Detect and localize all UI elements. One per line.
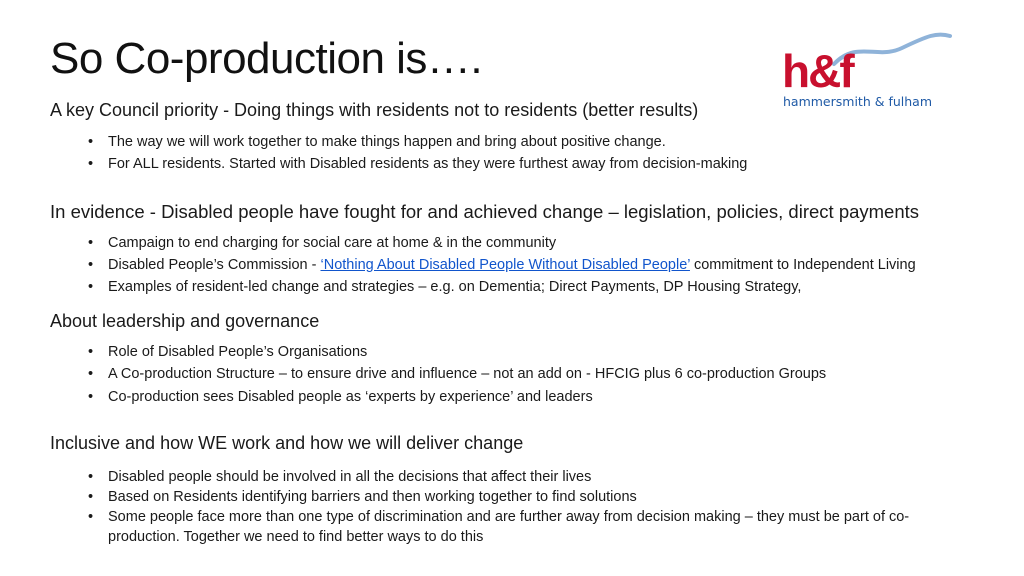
slide-title: So Co-production is…. bbox=[50, 34, 483, 83]
logo-subtitle: hammersmith & fulham bbox=[783, 94, 932, 109]
commission-link[interactable]: ‘Nothing About Disabled People Without Disabled People’ bbox=[320, 257, 690, 273]
bullet-text: commitment to Independent Living bbox=[689, 257, 916, 273]
bullet-item: • Co-production sees Disabled people as ‘experts by experience’ and leaders bbox=[50, 387, 826, 407]
bullet-item: • Examples of resident-led change and strategies – e.g. on Dementia; Direct Payments, DP Housing Strategy, bbox=[50, 277, 919, 297]
section-heading: In evidence - Disabled people have fought for and achieved change – legislation, policies, direct payments bbox=[50, 201, 920, 222]
bullet-item: • For ALL residents. Started with Disabled residents as they were furthest away from decision-making bbox=[50, 154, 747, 174]
section-evidence bbox=[50, 201, 919, 297]
bullet-item: • Based on Residents identifying barriers and then working together to find solutions bbox=[50, 487, 948, 507]
bullet-item: • Campaign to end charging for social care at home & in the community bbox=[50, 233, 919, 253]
logo-mark: h&f bbox=[782, 45, 853, 97]
bullet-item bbox=[50, 255, 919, 275]
section-leadership bbox=[50, 311, 826, 407]
bullet-item: • A Co-production Structure – to ensure drive and influence – not an add on - HFCIG plus 6 co-production Groups bbox=[50, 364, 826, 384]
section-heading: Inclusive and how WE work and how we will deliver change bbox=[50, 433, 524, 453]
bullet-item: • Role of Disabled People’s Organisations bbox=[50, 342, 826, 362]
section-inclusive bbox=[50, 433, 948, 547]
bullet-text: Disabled People’s Commission - bbox=[108, 257, 321, 273]
bullet-item: • The way we will work together to make things happen and bring about positive change. bbox=[50, 132, 747, 152]
bullet-item: • Some people face more than one type of discrimination and are further away from decision making – they must be part of co-production. Together we need to find better ways to do this bbox=[50, 507, 948, 547]
section-heading: A key Council priority - Doing things with residents not to residents (better results) bbox=[50, 100, 699, 120]
bullet-item: • Disabled people should be involved in all the decisions that affect their lives bbox=[50, 467, 948, 487]
section-council-priority bbox=[50, 100, 747, 174]
council-logo bbox=[780, 30, 970, 115]
section-heading: About leadership and governance bbox=[50, 311, 320, 331]
